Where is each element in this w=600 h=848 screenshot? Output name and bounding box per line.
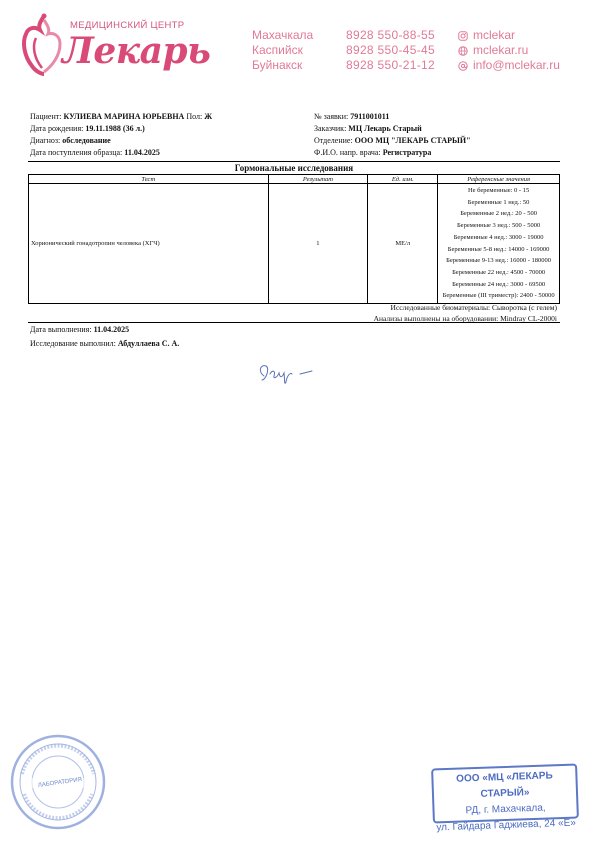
reference-item: Не беременные: 0 - 15: [467, 187, 530, 194]
contact-text: mclekar.ru: [473, 43, 529, 57]
phone-list: [346, 28, 435, 73]
page-header: [0, 0, 600, 90]
instagram-icon: [458, 31, 468, 41]
phone-item: 8928 550-21-12: [346, 58, 435, 72]
sample-received-row: Дата поступления образца: 11.04.2025: [30, 148, 160, 157]
stamp-line: ул. Гайдара Гаджиева, 24 «Е»: [436, 817, 577, 834]
completion-info: [30, 323, 179, 351]
order-customer: МЦ Лекарь Старый: [348, 124, 422, 133]
column-header: Результат: [268, 175, 368, 184]
city-item: Каспийск: [252, 43, 303, 57]
patient-name-row: Пациент: КУЛИЕВА МАРИНА ЮРЬЕВНА Пол: Ж: [30, 112, 213, 121]
table-row: [29, 184, 560, 304]
reference-item: Беременные 5-8 нед.: 14000 - 169000: [447, 245, 550, 253]
test-result: 1: [268, 184, 368, 304]
globe-icon: [458, 46, 468, 56]
patient-diagnosis-row: Диагноз: обследование: [30, 136, 111, 145]
patient-name: КУЛИЕВА МАРИНА ЮРЬЕВНА: [63, 112, 185, 121]
stamp-line: ООО «МЦ «ЛЕКАРЬ СТАРЫЙ»: [456, 770, 553, 800]
patient-diagnosis: обследование: [62, 136, 111, 145]
test-name: Хорионический гонадотропин человека (ХГЧ): [29, 184, 269, 304]
city-list: [252, 28, 313, 73]
results-table: [28, 174, 560, 304]
reference-item: Беременные 4 нед.: 3000 - 19000: [453, 233, 544, 241]
order-doctor-row: Ф.И.О. напр. врача: Регистратура: [314, 148, 432, 157]
contact-website: [458, 43, 560, 58]
signature-mark: [254, 358, 324, 388]
logo-title: Лекарь: [62, 30, 211, 72]
contact-text: mclekar: [473, 28, 516, 42]
test-unit: МЕ/л: [368, 184, 438, 304]
contact-list: [458, 28, 560, 73]
order-department-row: Отделение: ООО МЦ "ЛЕКАРЬ СТАРЫЙ": [314, 136, 471, 145]
sample-received-date: 11.04.2025: [124, 148, 160, 157]
contact-instagram: [458, 28, 560, 43]
order-number: 7911001011: [350, 112, 390, 121]
reference-item: Беременные (III триместр): 2400 - 50000: [442, 292, 555, 300]
equipment-note: Анализы выполнены на оборудовании: Mindray CL-2000i: [373, 313, 557, 323]
rectangular-stamp: [431, 763, 579, 834]
section-divider: [28, 161, 560, 162]
contact-text: info@mclekar.ru: [473, 58, 560, 72]
city-item: Махачкала: [252, 28, 314, 42]
order-department: ООО МЦ "ЛЕКАРЬ СТАРЫЙ": [354, 136, 471, 145]
patient-birth: 19.11.1988 (36 л.): [85, 124, 145, 133]
patient-sex: Ж: [204, 112, 213, 121]
reference-values: [438, 184, 560, 304]
logo-subtitle: МЕДИЦИНСКИЙ ЦЕНТР: [70, 20, 185, 31]
patient-birth-row: Дата рождения: 19.11.1988 (36 л.): [30, 124, 145, 133]
reference-item: Беременные 22 нед.: 4500 - 70000: [452, 268, 546, 276]
clinic-logo: [10, 8, 211, 78]
column-header: Референсные значения: [438, 175, 560, 184]
order-number-row: № заявки: 7911001011: [314, 112, 390, 121]
analysis-notes: [300, 303, 557, 324]
performer-name: Абдуллаева С. А.: [117, 339, 180, 348]
city-item: Буйнакск: [252, 58, 303, 72]
completion-date-row: Дата выполнения: 11.04.2025: [30, 325, 130, 334]
contact-email: [458, 58, 560, 73]
order-customer-row: Заказчик: МЦ Лекарь Старый: [314, 124, 422, 133]
table-header-row: [29, 175, 560, 184]
column-header: Тест: [29, 175, 269, 184]
order-info: [314, 111, 471, 159]
email-icon: [458, 61, 468, 71]
reference-item: Беременные 2 нед.: 20 - 500: [460, 210, 537, 218]
round-stamp-label: ЛАБОРАТОРИЯ: [37, 776, 83, 790]
biomaterial-note: Исследованные биоматериалы: Сыворотка (с гелем): [390, 303, 557, 312]
section-title: Гормональные исследования: [234, 163, 354, 173]
phone-item: 8928 550-45-45: [346, 43, 435, 57]
reference-item: Беременные 1 нед.: 50: [467, 198, 530, 206]
patient-info: [30, 111, 212, 159]
stamp-line: РД, г. Махачкала,: [465, 802, 546, 817]
column-header: Ед. изм.: [368, 175, 438, 184]
reference-item: Беременные 24 нед.: 3000 - 69500: [452, 280, 546, 288]
reference-item: Беременные 9-13 нед.: 16000 - 180000: [446, 257, 552, 265]
order-doctor: Регистратура: [382, 148, 432, 157]
phone-item: 8928 550-88-55: [346, 28, 435, 42]
reference-item: Беременные 3 нед.: 500 - 5000: [456, 222, 541, 230]
completion-date: 11.04.2025: [93, 325, 130, 334]
performer-row: Исследование выполнил: Абдуллаева С. А.: [30, 339, 180, 348]
